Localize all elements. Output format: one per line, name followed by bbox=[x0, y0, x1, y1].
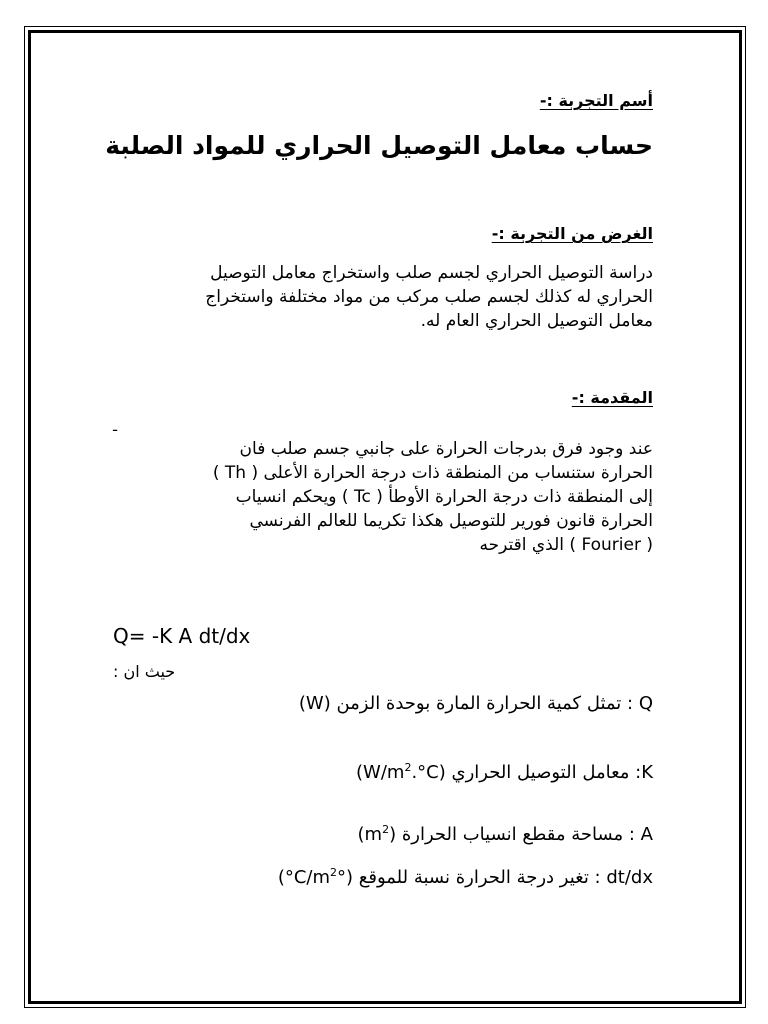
definition-symbol: K bbox=[641, 762, 653, 783]
unit-part: .°C) bbox=[411, 762, 446, 783]
unit-exponent: 2 bbox=[330, 866, 338, 879]
definition-q bbox=[299, 691, 653, 717]
paragraph-line: عند وجود فرق بدرجات الحرارة على جانبي جسم صلب فان bbox=[239, 439, 653, 459]
definition-unit bbox=[278, 867, 353, 888]
definition-text: : تمثل كمية الحرارة المارة بوحدة الزمن bbox=[330, 693, 639, 714]
introduction-label: المقدمة :- bbox=[571, 388, 653, 407]
definition-unit bbox=[356, 762, 446, 783]
definition-text: : معامل التوصيل الحراري bbox=[445, 762, 642, 783]
definition-k bbox=[356, 760, 653, 786]
paragraph-line: معامل التوصيل الحراري العام له. bbox=[420, 311, 653, 331]
definition-symbol: Q bbox=[638, 693, 653, 714]
definition-text: : مساحة مقطع انسياب الحرارة bbox=[396, 824, 641, 845]
paragraph-line: الحرارة ستنساب من المنطقة ذات درجة الحرارة الأعلى ( Th ) bbox=[212, 463, 653, 483]
definition-a bbox=[358, 822, 653, 848]
definition-symbol: dt/dx bbox=[606, 867, 653, 888]
definition-unit: (W) bbox=[298, 693, 331, 714]
definition-text: : تغير درجة الحرارة نسبة للموقع bbox=[353, 867, 607, 888]
paragraph-line: الحراري له كذلك لجسم صلب مركب من مواد مختلفة واستخراج bbox=[205, 287, 653, 307]
purpose-label: الغرض من التجربة :- bbox=[491, 224, 653, 243]
unit-part: (W/m bbox=[356, 762, 405, 783]
unit-part: (m bbox=[357, 824, 383, 845]
fourier-equation: Q= -K A dt/dx bbox=[113, 624, 251, 648]
experiment-name-label: أسم التجربة :- bbox=[539, 91, 653, 110]
purpose-paragraph bbox=[113, 261, 653, 333]
introduction-paragraph bbox=[113, 437, 653, 557]
unit-exponent: 2 bbox=[404, 761, 412, 774]
definition-dt-dx bbox=[278, 865, 653, 891]
where-label: : حيث ان bbox=[113, 662, 176, 681]
definition-unit bbox=[358, 824, 397, 845]
paragraph-line: إلى المنطقة ذات درجة الحرارة الأوطأ ( Tc ) ويحكم انسياب bbox=[235, 487, 653, 507]
introduction-heading bbox=[113, 386, 653, 410]
experiment-name-heading bbox=[113, 89, 653, 113]
paragraph-line: الحرارة قانون فورير للتوصيل هكذا تكريما للعالم الفرنسي bbox=[249, 511, 653, 531]
unit-part: (°C/m bbox=[277, 867, 331, 888]
unit-part: °) bbox=[337, 867, 354, 888]
unit-exponent: 2 bbox=[382, 823, 390, 836]
purpose-heading bbox=[113, 222, 653, 246]
definition-symbol: A bbox=[640, 824, 653, 845]
paragraph-line: ( Fourier ) الذي اقترحه bbox=[479, 535, 653, 555]
document-title: حساب معامل التوصيل الحراري للمواد الصلبة bbox=[105, 131, 653, 160]
unit-part: ) bbox=[389, 824, 397, 845]
paragraph-line: دراسة التوصيل الحراري لجسم صلب واستخراج معامل التوصيل bbox=[210, 263, 653, 283]
stray-mark: ـ bbox=[113, 419, 118, 435]
document-body bbox=[105, 0, 653, 1024]
